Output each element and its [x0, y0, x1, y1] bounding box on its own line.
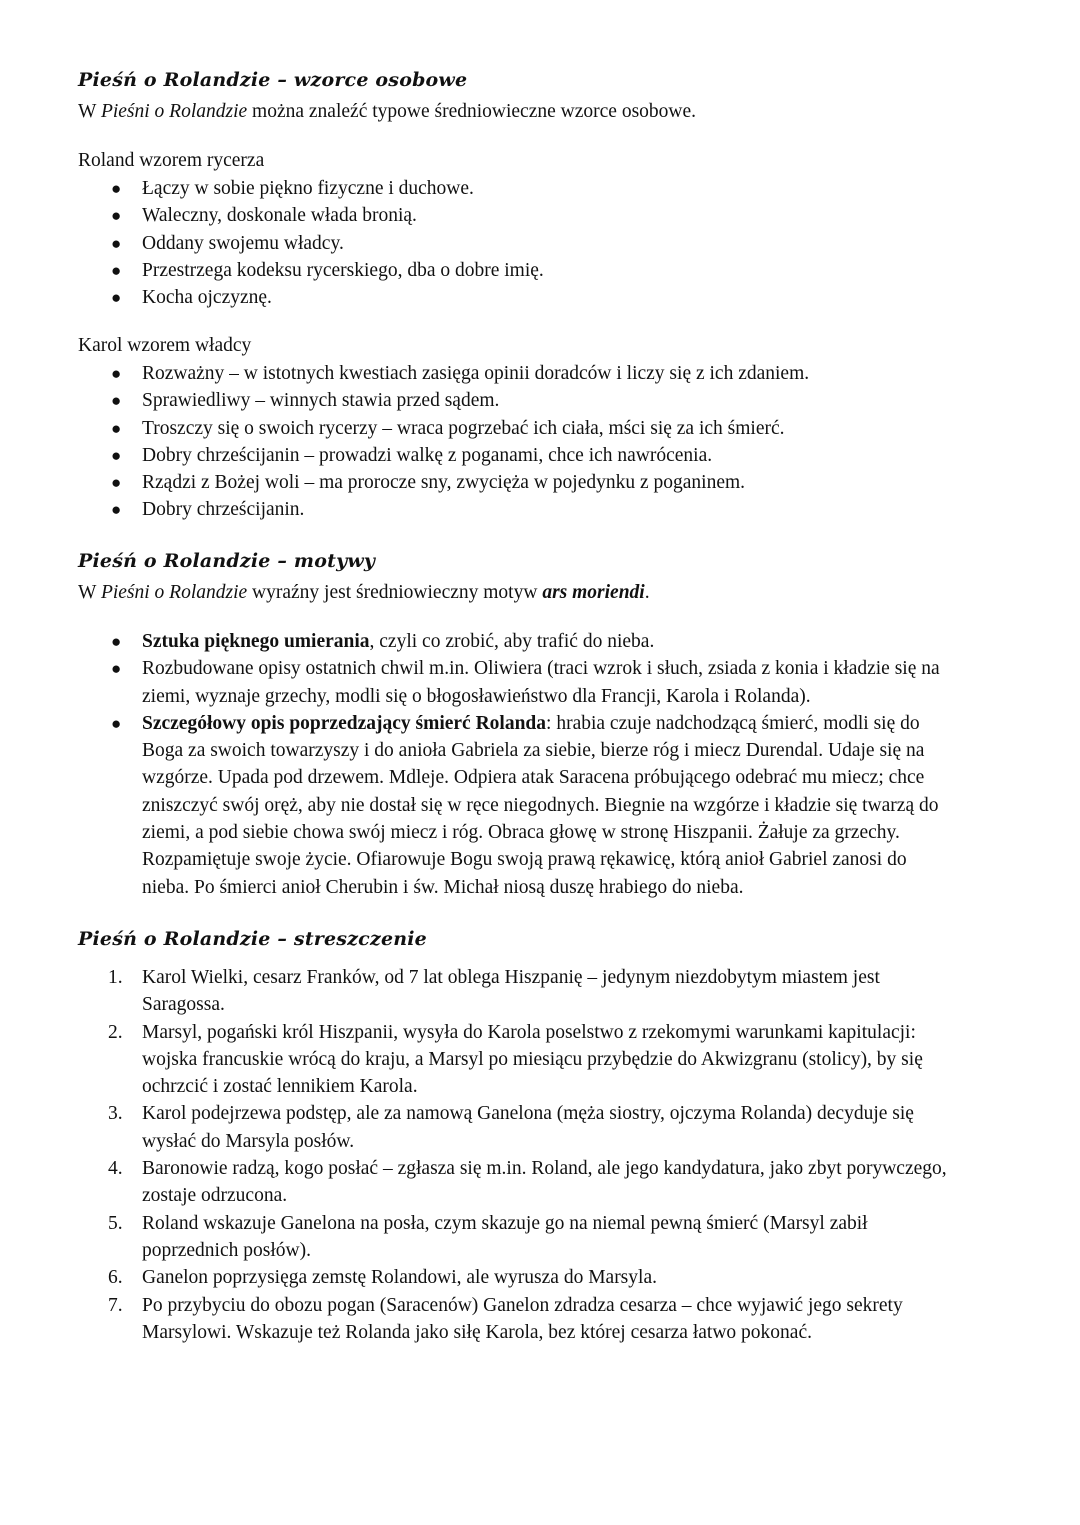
list-item: 6. Ganelon poprzysięga zemstę Rolandowi, ale wyrusza do Marsyla. [108, 1267, 657, 1289]
bullet-icon: ● [111, 500, 122, 520]
list-item: ● Rządzi z Bożej woli – ma prorocze sny, zwycięża w pojedynku z poganinem. [142, 469, 952, 496]
list-item: ● Rozbudowane opisy ostatnich chwil m.in. Oliwiera (traci wzrok i słuch, zsiada z konia i kładzie się na ziemi, wyznaje grzechy, modli się o błogosławieństwo dla Francji, Karola i Rolanda). [142, 655, 952, 710]
list-item: ● Szczegółowy opis poprzedzający śmierć Rolanda: hrabia czuje nadchodzącą śmierć, modli się do Boga za swoich towarzyszy i do anioła Gabriela za siebie, bierze róg i miecz Durendal. Udaje się na wzgórze. Upada pod drzewem. Mdleje. Odpiera atak Saracena próbującego odebrać mu miecz; chce zniszczyć swój oręż, aby nie dostał się w ręce niegodnych. Biegnie na wzgórze i kładzie się twarzą do ziemi, a pod siebie chowa swój miecz i róg. Obraca głowę w stronę Hiszpanii. Żałuje za grzechy. Rozpamiętuje swoje życie. Ofiarowuje Bogu swoją prawą rękawicę, którą anioł Gabriel zanosi do nieba. Po śmierci anioł Cherubin i św. Michał niosą duszę hrabiego do nieba. [142, 710, 952, 901]
list-item: ● Przestrzega kodeksu rycerskiego, dba o dobre imię. [142, 257, 952, 284]
bullet-icon: ● [111, 391, 122, 411]
list-item: ● Sztuka pięknego umierania, czyli co zrobić, aby trafić do nieba. [142, 628, 952, 655]
list-item: ● Sprawiedliwy – winnych stawia przed sądem. [142, 387, 952, 414]
work-title: Pieśni o Rolandzie [100, 101, 248, 122]
list-item: ● Troszczy się o swoich rycerzy – wraca pogrzebać ich ciała, mści się za ich śmierć. [142, 415, 952, 442]
list-item: 1. Karol Wielki, cesarz Franków, od 7 lat oblega Hiszpanię – jedynym niezdobytym miastem jest Saragossa. [108, 967, 880, 1016]
list-item: 4. Baronowie radzą, kogo posłać – zgłasza się m.in. Roland, ale jego kandydatura, jako zbyt porywczego, zostaje odrzucona. [108, 1158, 947, 1207]
list-item: 5. Roland wskazuje Ganelona na posła, czym skazuje go na niemal pewną śmierć (Marsyl zabił poprzednich posłów). [108, 1212, 868, 1261]
roland-traits-list [111, 175, 952, 311]
roland-heading: Roland wzorem rycerza [78, 150, 265, 171]
list-item: 7. Po przybyciu do obozu pogan (Saracenów) Ganelon zdradza cesarza – chce wyjawić jego sekrety Marsylowi. Wskazuje też Rolanda jako siłę Karola, bez której cesarza łatwo pokonać. [108, 1294, 903, 1343]
bullet-icon: ● [111, 632, 122, 651]
intro-wzorce: W Pieśni o Rolandzie można znaleźć typowe średniowieczne wzorce osobowe. [78, 101, 697, 122]
section-title-motywy: Pieśń o Rolandzie – motywy [78, 550, 376, 572]
list-item: ● Łączy w sobie piękno fizyczne i duchowe. [142, 175, 952, 202]
bullet-icon: ● [111, 364, 122, 383]
list-item: ● Dobry chrześcijanin. [142, 496, 952, 523]
bullet-icon: ● [111, 233, 122, 253]
bullet-icon: ● [111, 659, 122, 679]
work-title: Pieśni o Rolandzie [100, 582, 248, 603]
list-item: 3. Karol podejrzewa podstęp, ale za namową Ganelona (męża siostry, ojczyma Rolanda) decyduje się wysłać do Marsyla posłów. [108, 1103, 914, 1152]
list-item: ● Kocha ojczyznę. [142, 284, 952, 311]
list-item: ● Waleczny, doskonale włada bronią. [142, 202, 952, 229]
list-item: ● Dobry chrześcijanin – prowadzi walkę z poganami, chce ich nawrócenia. [142, 442, 952, 469]
intro-motywy: W Pieśni o Rolandzie wyraźny jest średniowieczny motyw ars moriendi. [78, 582, 650, 603]
karol-heading: Karol wzorem władcy [78, 335, 252, 356]
bullet-icon: ● [111, 260, 122, 280]
summary-list [108, 964, 952, 1346]
bullet-icon: ● [111, 445, 122, 465]
motif-term: ars moriendi [542, 582, 645, 603]
list-item: ● Oddany swojemu władcy. [142, 230, 952, 257]
list-item: 2. Marsyl, pogański król Hiszpanii, wysyła do Karola poselstwo z rzekomymi warunkami kapitulacji: wojska francuskie wrócą do kraju, a Marsyl po miesiącu przybędzie do Akwizgranu (stolicy), by się ochrzcić i zostać lennikiem Karola. [108, 1021, 923, 1098]
list-item: ● Rozważny – w istotnych kwestiach zasięga opinii doradców i liczy się z ich zdaniem. [142, 360, 952, 387]
bullet-icon: ● [111, 713, 122, 733]
section-title-wzorce: Pieśń o Rolandzie – wzorce osobowe [78, 69, 468, 91]
bullet-icon: ● [111, 473, 122, 493]
bullet-icon: ● [111, 288, 122, 308]
karol-traits-list [111, 360, 952, 524]
motifs-list [111, 628, 952, 901]
section-title-streszczenie: Pieśń o Rolandzie – streszczenie [78, 928, 427, 950]
bullet-icon: ● [111, 418, 122, 438]
bullet-icon: ● [111, 179, 122, 198]
bullet-icon: ● [111, 206, 122, 226]
